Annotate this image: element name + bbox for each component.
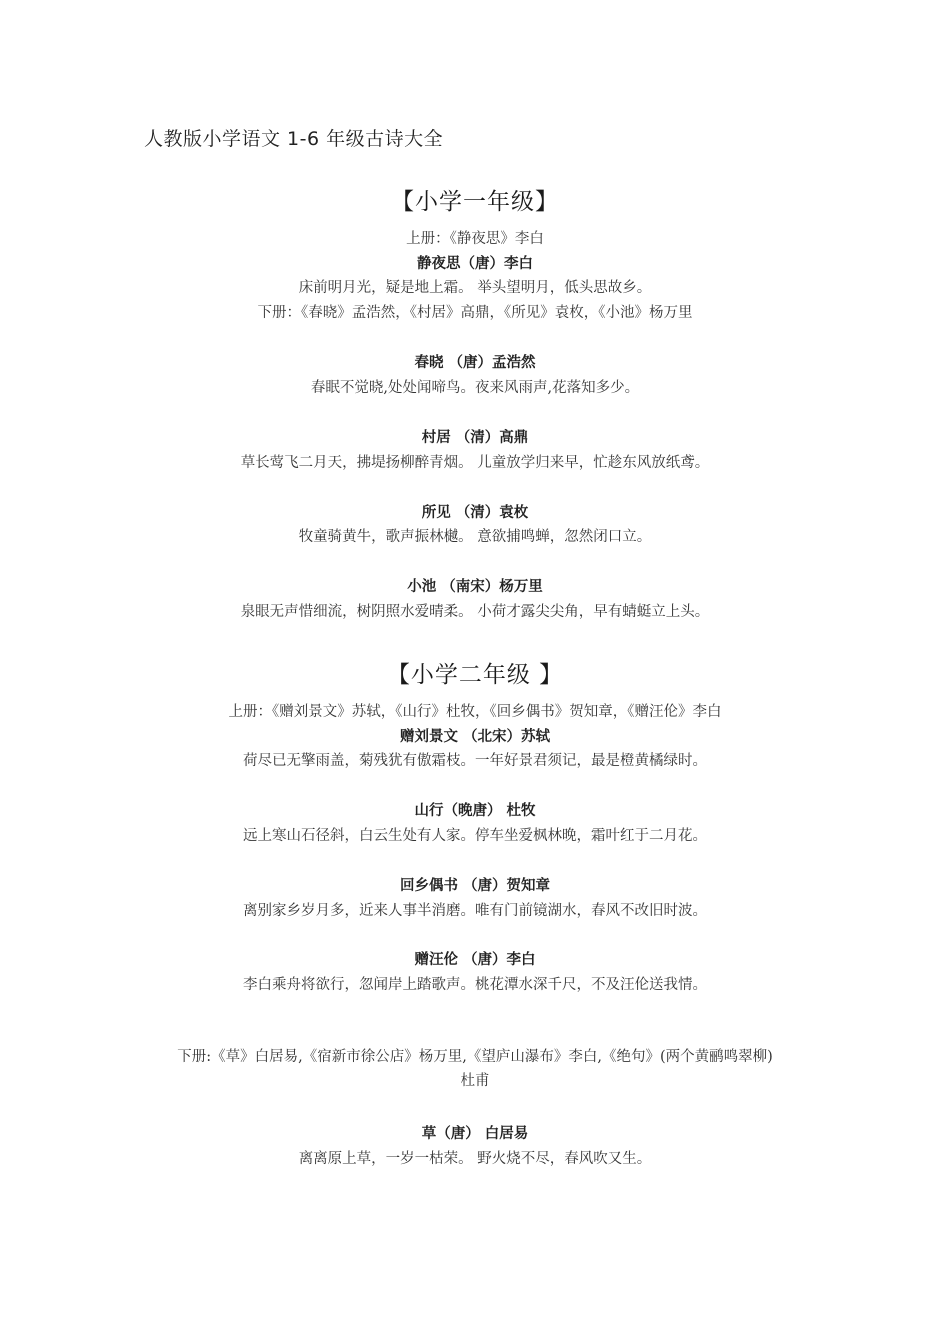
grade1-heading: 【小学一年级】 [391,189,559,215]
poem-title-huixiangoushu: 回乡偶书 （唐）贺知章 [399,878,551,894]
grade2-vol2-list-line2: 杜甫 [460,1073,490,1089]
poem-text-chunxiao: 春眠不觉晓,处处闻啼鸟。夜来风雨声,花落知多少。 [310,380,640,396]
poem-title-zengwanglun: 赠汪伦 （唐）李白 [414,952,536,968]
poem-title-cao: 草（唐） 白居易 [421,1126,529,1142]
poem-title-cunju: 村居 （清）高鼎 [421,430,529,446]
grade1-vol1-list: 上册：《静夜思》李白 [406,231,544,247]
poem-text-cunju: 草长莺飞二月天，拂堤扬柳醉青烟。 儿童放学归来早，忙趁东风放纸鸢。 [240,455,710,471]
poem-text-xiaochi: 泉眼无声惜细流，树阴照水爱晴柔。 小荷才露尖尖角，早有蜻蜓立上头。 [240,604,710,620]
poem-text-jingyesi: 床前明月光，疑是地上霜。 举头望明月，低头思故乡。 [298,280,652,296]
poem-title-jingyesi: 静夜思（唐）李白 [417,256,533,272]
poem-text-huixiangoushu: 离别家乡岁月多，近来人事半消磨。唯有门前镜湖水，春风不改旧时波。 [243,903,707,919]
grade1-vol2-list: 下册：《春晓》孟浩然，《村居》高鼎，《所见》袁枚，《小池》杨万里 [257,305,693,321]
grade2-vol2-list-line1: 下册:《草》白居易,《宿新市徐公店》杨万里,《望庐山瀑布》李白,《绝句》(两个黄鹂鸣翠柳) [177,1049,773,1065]
poem-text-suojian: 牧童骑黄牛，歌声振林樾。 意欲捕鸣蝉，忽然闭口立。 [298,529,652,545]
poem-text-shanxing: 远上寒山石径斜，白云生处有人家。停车坐爱枫林晚，霜叶红于二月花。 [243,828,707,844]
poem-title-chunxiao: 春晓 （唐）孟浩然 [414,355,536,371]
poem-text-zengwanglun: 李白乘舟将欲行，忽闻岸上踏歌声。桃花潭水深千尺，不及汪伦送我情。 [243,977,707,993]
poem-text-zengliujingwen: 荷尽已无擎雨盖，菊残犹有傲霜枝。一年好景君须记，最是橙黄橘绿时。 [243,753,707,769]
poem-title-suojian: 所见 （清）袁枚 [421,505,529,521]
poem-title-zengliujingwen: 赠刘景文 （北宋）苏轼 [399,729,551,745]
grade2-heading: 【小学二年级 】 [386,662,564,688]
document-title: 人教版小学语文 1-6 年级古诗大全 [144,128,444,150]
grade2-vol1-list: 上册：《赠刘景文》苏轼，《山行》杜牧，《回乡偶书》贺知章，《赠汪伦》李白 [228,704,722,720]
poem-title-xiaochi: 小池 （南宋）杨万里 [407,579,543,595]
poem-title-shanxing: 山行（晚唐） 杜牧 [414,803,536,819]
poem-text-cao: 离离原上草，一岁一枯荣。 野火烧不尽，春风吹又生。 [298,1151,652,1167]
